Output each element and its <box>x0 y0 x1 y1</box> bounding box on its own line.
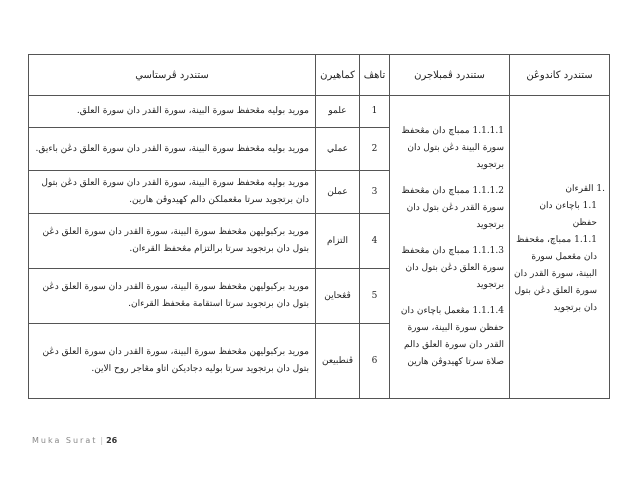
kemahiran-cell: ڤڠحاين <box>316 269 360 324</box>
standard-title-text: القرءان <box>565 184 594 194</box>
standard-item-number: 1.1.1 <box>574 235 597 245</box>
tahap-cell: 3 <box>360 171 390 214</box>
standard-item-text: باچاءن دان حفظن <box>539 201 597 228</box>
tahap-cell: 2 <box>360 128 390 171</box>
kp-item-number: 1.1.1.3 <box>472 246 504 256</box>
standard-item <box>514 232 605 317</box>
deskriptor-cell: موريد برکبوليهن مڠحفظ سورة البينة، سورة القدر دان سورة العلق دڠن بتول دان برتجويد سرتا استقامة مڠحفظ القرءان. <box>29 269 316 324</box>
standard-item-number: 1.1 <box>582 201 597 211</box>
standard-item <box>514 198 605 232</box>
standard-item-text: ممباچ، مڠحفظ دان مڠعمل سورة البينة، سورة القدر دان سورة العلق دڠن بتول دان برتجويد <box>514 235 597 313</box>
kp-item-text: ممباچ دان مڠحفظ سورة القدر دڠن بتول دان برتجويد <box>401 186 504 230</box>
header-kemahiran: کماهيرن <box>316 55 360 96</box>
kemahiran-cell: عملي <box>316 128 360 171</box>
kp-item <box>395 303 504 371</box>
deskriptor-cell: موريد برکبوليهن مڠحفظ سورة البينة، سورة القدر دان سورة العلق دڠن بتول دان برتجويد سرتا برالتزام مڠحفظ القرءان. <box>29 214 316 269</box>
table-row <box>29 96 610 128</box>
kemahiran-cell: ڤنطبيعن <box>316 324 360 399</box>
page-footer <box>32 436 117 445</box>
footer-separator: | <box>100 436 104 445</box>
header-tahap: تاهڤ <box>360 55 390 96</box>
kemahiran-cell: التزام <box>316 214 360 269</box>
kp-item-text: ممباچ دان مڠحفظ سورة العلق دڠن بتول دان برتجويد <box>401 246 504 290</box>
standard-kandungan-cell <box>510 96 610 399</box>
footer-label: Muka Surat <box>32 436 98 445</box>
header-standard-kandungan: ستندرد کاندوڠن <box>510 55 610 96</box>
tahap-cell: 6 <box>360 324 390 399</box>
kp-item <box>395 123 504 174</box>
tahap-cell: 4 <box>360 214 390 269</box>
standard-title <box>514 181 605 198</box>
kp-item-number: 1.1.1.2 <box>472 186 504 196</box>
kemahiran-cell: علمو <box>316 96 360 128</box>
page-number: 26 <box>106 436 118 445</box>
tahap-cell: 5 <box>360 269 390 324</box>
header-row <box>29 55 610 96</box>
tahap-cell: 1 <box>360 96 390 128</box>
deskriptor-cell: موريد بوليه مڠحفظ سورة البينة، سورة القدر دان سورة العلق. <box>29 96 316 128</box>
kp-item-text: مڠعمل باچاءن دان حفظن سورة البينة، سورة القدر دان سورة العلق دالم صلاة سرتا کهيدوڤن هارين <box>400 306 504 367</box>
standards-table <box>28 54 610 399</box>
kp-item-text: ممباچ دان مڠحفظ سورة البينة دڠن بتول دان برتجويد <box>401 126 504 170</box>
header-standard-pembelajaran: ستندرد ڤمبلاجرن <box>390 55 510 96</box>
deskriptor-cell: موريد بوليه مڠحفظ سورة البينة، سورة القدر دان سورة العلق دڠن بتول دان برتجويد سرتا مڠعملکن دالم کهيدوڤن هارين. <box>29 171 316 214</box>
kp-item <box>395 243 504 294</box>
header-standard-prestasi: ستندرد ڤرستاسي <box>29 55 316 96</box>
kemahiran-cell: عملن <box>316 171 360 214</box>
deskriptor-cell: موريد بوليه مڠحفظ سورة البينة، سورة القدر دان سورة العلق دڠن باءيق. <box>29 128 316 171</box>
deskriptor-cell: موريد برکبوليهن مڠحفظ سورة البينة، سورة القدر دان سورة العلق دڠن بتول دان برتجويد سرتا بوليه دجاديکن اتاو مڠاجر روح الاين. <box>29 324 316 399</box>
standard-pembelajaran-cell <box>390 96 510 399</box>
standard-title-number: 1. <box>596 184 605 194</box>
kp-item <box>395 183 504 234</box>
kp-item-number: 1.1.1.4 <box>472 306 504 316</box>
kp-item-number: 1.1.1.1 <box>472 126 504 136</box>
